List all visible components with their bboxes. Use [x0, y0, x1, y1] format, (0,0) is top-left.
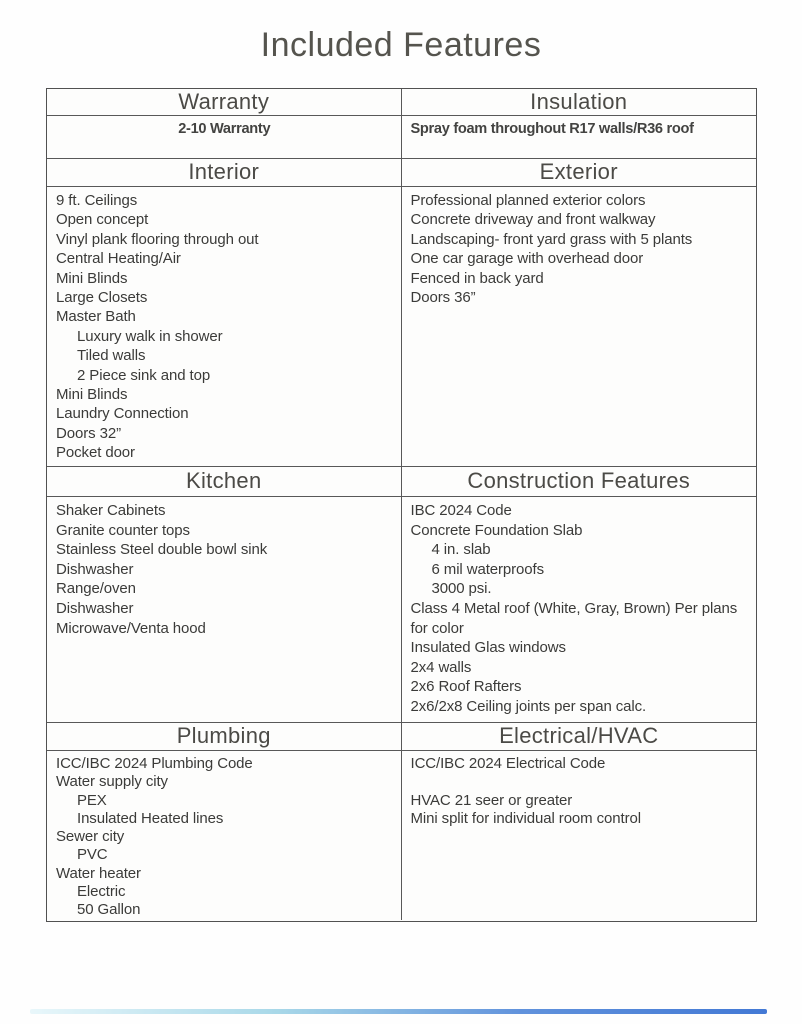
feature-line: 9 ft. Ceilings	[56, 192, 138, 209]
section-header-kitchen: Kitchen	[47, 467, 402, 497]
feature-line: One car garage with overhead door	[410, 250, 644, 268]
feature-line: 6 mil waterproofs	[431, 560, 545, 578]
feature-line: Spray foam throughout R17 walls/R36 roof	[410, 121, 694, 137]
feature-line: Tiled walls	[77, 347, 146, 365]
scan-artifact-line	[30, 1009, 767, 1014]
feature-line: 50 Gallon	[77, 901, 141, 919]
feature-line: Pocket door	[56, 444, 135, 462]
section-content-plumbing	[47, 751, 402, 920]
feature-line	[411, 773, 749, 791]
feature-line: Stainless Steel double bowl sink	[56, 541, 268, 559]
feature-line: Water heater	[56, 864, 141, 882]
feature-line: IBC 2024 Code	[410, 502, 512, 519]
feature-line: PVC	[77, 846, 108, 864]
section-header-construction-features: Construction Features	[402, 467, 757, 497]
feature-line: ICC/IBC 2024 Plumbing Code	[56, 755, 253, 772]
section-content-exterior	[402, 187, 757, 467]
page-title: Included Features	[260, 26, 542, 64]
feature-line: Landscaping- front yard grass with 5 plants	[410, 230, 693, 248]
section-content-electrical-hvac	[402, 751, 757, 920]
feature-line: Doors 32”	[56, 424, 121, 442]
feature-line: Fenced in back yard	[410, 269, 544, 287]
feature-line: Range/oven	[56, 580, 136, 598]
feature-line: Large Closets	[56, 289, 148, 307]
feature-line: Master Bath	[56, 308, 136, 326]
section-content-kitchen	[47, 497, 402, 723]
feature-line: 4 in. slab	[431, 541, 491, 559]
feature-line: Dishwasher	[56, 560, 134, 578]
feature-line: Mini split for individual room control	[410, 809, 641, 827]
feature-line: Granite counter tops	[56, 521, 190, 539]
feature-line: 2 Piece sink and top	[77, 366, 211, 384]
feature-line: 2x4 walls	[410, 658, 472, 676]
feature-line: Mini Blinds	[56, 386, 128, 404]
section-header-insulation: Insulation	[402, 89, 757, 116]
section-header-plumbing: Plumbing	[47, 723, 402, 751]
section-header-interior: Interior	[47, 159, 402, 187]
feature-line: 2x6 Roof Rafters	[410, 678, 522, 696]
feature-line: Microwave/Venta hood	[56, 619, 206, 637]
section-header-exterior: Exterior	[402, 159, 757, 187]
feature-line: Water supply city	[56, 773, 168, 791]
feature-line: 2x6/2x8 Ceiling joints per span calc.	[410, 697, 647, 715]
feature-line: Vinyl plank flooring through out	[56, 230, 259, 248]
section-content-warranty	[47, 116, 402, 159]
section-content-insulation	[402, 116, 757, 159]
feature-line: Class 4 Metal roof (White, Gray, Brown) Per plans for color	[410, 599, 738, 637]
feature-line: 2-10 Warranty	[178, 121, 271, 137]
feature-line: Dishwasher	[56, 599, 134, 617]
feature-line: Insulated Heated lines	[77, 809, 224, 827]
feature-line: ICC/IBC 2024 Electrical Code	[410, 755, 606, 772]
feature-line: Professional planned exterior colors	[410, 192, 646, 209]
feature-line: Central Heating/Air	[56, 250, 181, 268]
feature-line: Insulated Glas windows	[410, 639, 566, 657]
section-content-interior	[47, 187, 402, 467]
feature-line: Electric	[77, 883, 126, 901]
feature-line: Mini Blinds	[56, 269, 128, 287]
feature-line: Shaker Cabinets	[56, 502, 166, 519]
section-content-construction-features	[402, 497, 757, 723]
section-header-electrical-hvac: Electrical/HVAC	[402, 723, 757, 751]
feature-line: Concrete Foundation Slab	[410, 521, 583, 539]
features-table	[46, 88, 757, 922]
feature-line: PEX	[77, 791, 107, 809]
section-header-warranty: Warranty	[47, 89, 402, 116]
feature-line: 3000 psi.	[431, 580, 492, 598]
feature-line: Laundry Connection	[56, 405, 189, 423]
feature-line: HVAC 21 seer or greater	[410, 791, 573, 809]
feature-line: Luxury walk in shower	[77, 327, 223, 345]
feature-line: Doors 36”	[410, 289, 476, 307]
feature-line: Concrete driveway and front walkway	[410, 211, 656, 229]
feature-line: Sewer city	[56, 828, 125, 846]
feature-line: Open concept	[56, 211, 149, 229]
